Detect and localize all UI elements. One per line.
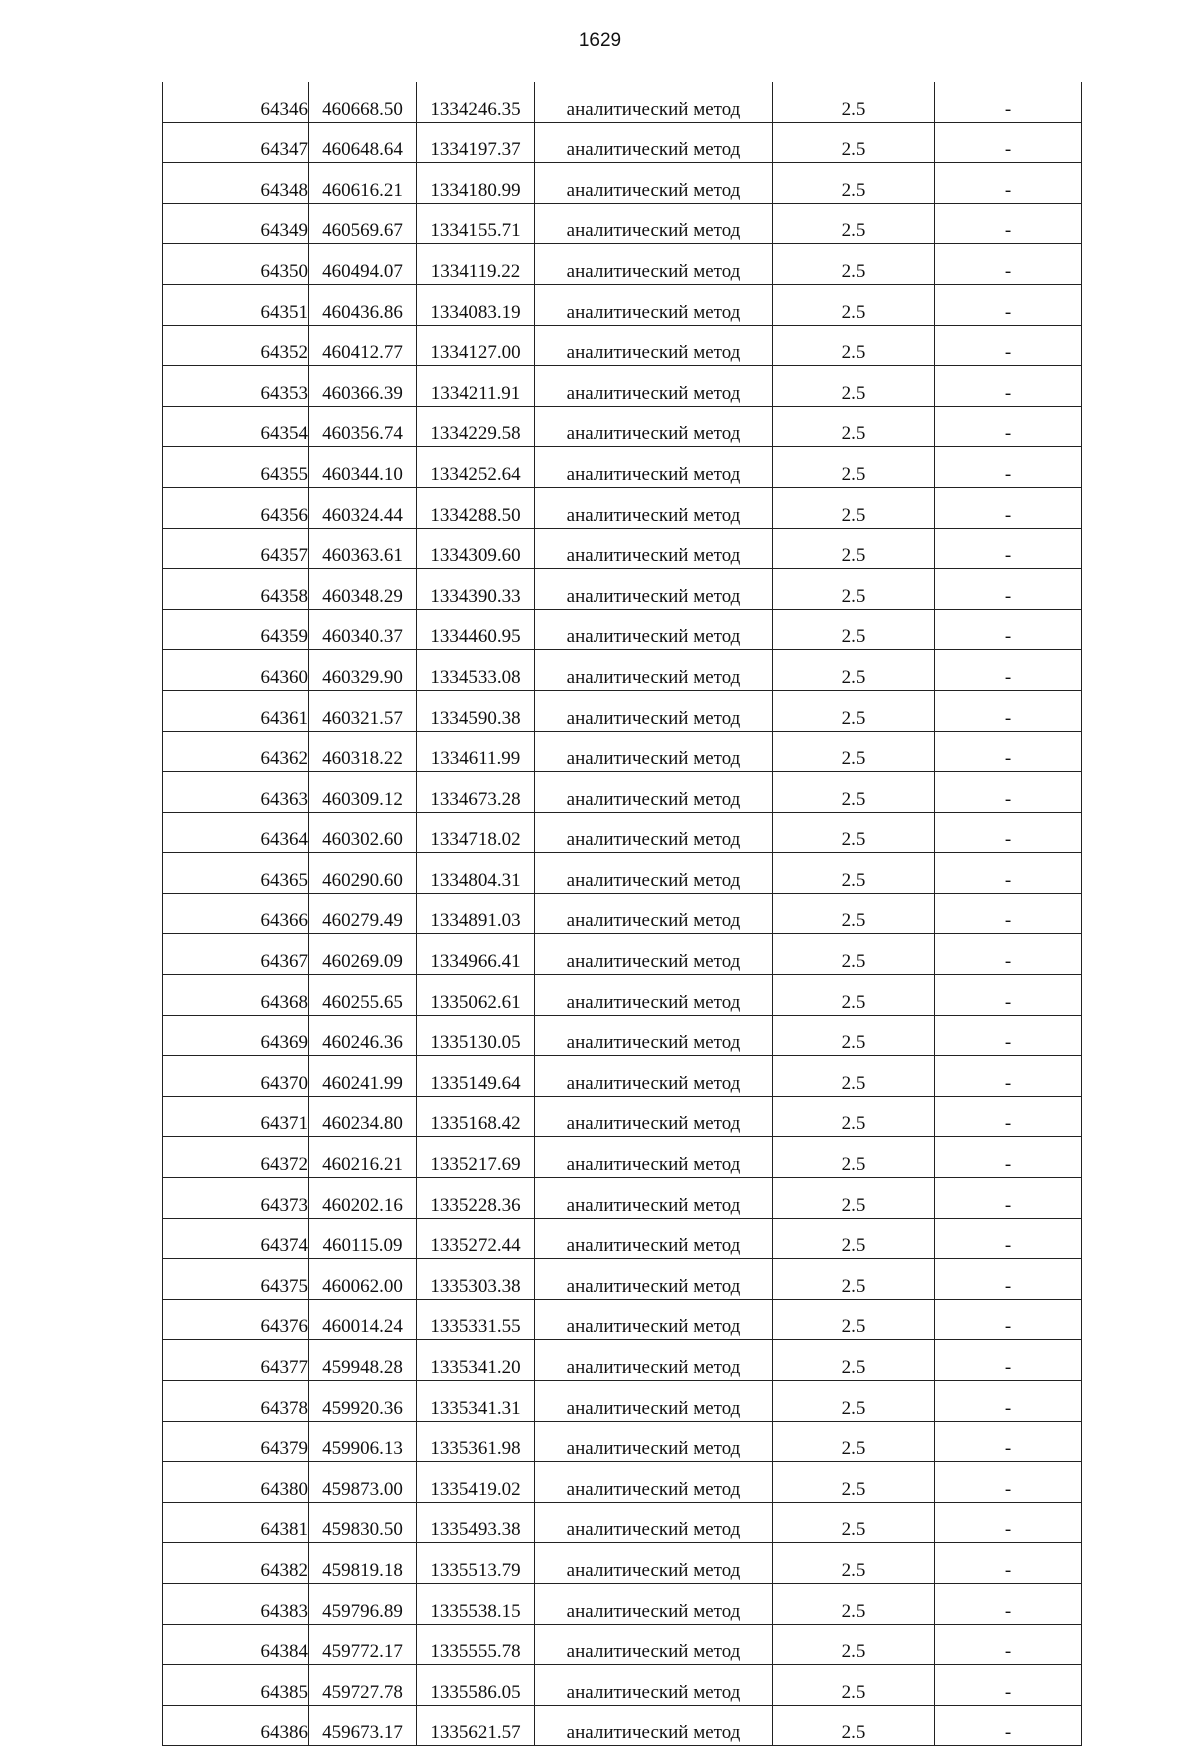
y-coordinate-cell: 1335341.20	[417, 1340, 535, 1381]
point-number-cell: 64352	[163, 325, 309, 366]
accuracy-cell: 2.5	[773, 609, 935, 650]
accuracy-cell: 2.5	[773, 1137, 935, 1178]
note-cell: -	[935, 1705, 1082, 1746]
point-number-cell: 64360	[163, 650, 309, 691]
table-row	[163, 731, 1082, 772]
accuracy-cell: 2.5	[773, 487, 935, 528]
x-coordinate-cell: 460366.39	[309, 366, 417, 407]
accuracy-cell: 2.5	[773, 1218, 935, 1259]
point-number-cell: 64351	[163, 284, 309, 325]
accuracy-cell: 2.5	[773, 1056, 935, 1097]
accuracy-cell: 2.5	[773, 122, 935, 163]
y-coordinate-cell: 1334211.91	[417, 366, 535, 407]
y-coordinate-cell: 1334252.64	[417, 447, 535, 488]
table-row	[163, 1665, 1082, 1706]
note-cell: -	[935, 1340, 1082, 1381]
x-coordinate-cell: 459673.17	[309, 1705, 417, 1746]
x-coordinate-cell: 460569.67	[309, 203, 417, 244]
y-coordinate-cell: 1335130.05	[417, 1015, 535, 1056]
table-row	[163, 487, 1082, 528]
table-row	[163, 690, 1082, 731]
point-number-cell: 64376	[163, 1299, 309, 1340]
x-coordinate-cell: 460324.44	[309, 487, 417, 528]
method-cell: аналитический метод	[535, 203, 773, 244]
table-row	[163, 1583, 1082, 1624]
table-row	[163, 244, 1082, 285]
note-cell: -	[935, 406, 1082, 447]
accuracy-cell: 2.5	[773, 650, 935, 691]
accuracy-cell: 2.5	[773, 1502, 935, 1543]
x-coordinate-cell: 459906.13	[309, 1421, 417, 1462]
note-cell: -	[935, 1624, 1082, 1665]
table-row	[163, 893, 1082, 934]
table-row	[163, 1543, 1082, 1584]
point-number-cell: 64353	[163, 366, 309, 407]
table-row	[163, 1705, 1082, 1746]
y-coordinate-cell: 1334288.50	[417, 487, 535, 528]
point-number-cell: 64378	[163, 1381, 309, 1422]
point-number-cell: 64354	[163, 406, 309, 447]
point-number-cell: 64385	[163, 1665, 309, 1706]
y-coordinate-cell: 1335513.79	[417, 1543, 535, 1584]
x-coordinate-cell: 460318.22	[309, 731, 417, 772]
table-row	[163, 609, 1082, 650]
point-number-cell: 64373	[163, 1178, 309, 1219]
x-coordinate-cell: 460234.80	[309, 1096, 417, 1137]
note-cell: -	[935, 1015, 1082, 1056]
x-coordinate-cell: 460062.00	[309, 1259, 417, 1300]
y-coordinate-cell: 1335586.05	[417, 1665, 535, 1706]
accuracy-cell: 2.5	[773, 1665, 935, 1706]
x-coordinate-cell: 459796.89	[309, 1583, 417, 1624]
point-number-cell: 64356	[163, 487, 309, 528]
method-cell: аналитический метод	[535, 1705, 773, 1746]
accuracy-cell: 2.5	[773, 1705, 935, 1746]
note-cell: -	[935, 893, 1082, 934]
table-row	[163, 1624, 1082, 1665]
table-row	[163, 1015, 1082, 1056]
note-cell: -	[935, 1665, 1082, 1706]
point-number-cell: 64347	[163, 122, 309, 163]
table-row	[163, 1502, 1082, 1543]
note-cell: -	[935, 284, 1082, 325]
note-cell: -	[935, 1543, 1082, 1584]
y-coordinate-cell: 1334891.03	[417, 893, 535, 934]
y-coordinate-cell: 1334390.33	[417, 569, 535, 610]
accuracy-cell: 2.5	[773, 1259, 935, 1300]
x-coordinate-cell: 460321.57	[309, 690, 417, 731]
method-cell: аналитический метод	[535, 1218, 773, 1259]
x-coordinate-cell: 460216.21	[309, 1137, 417, 1178]
note-cell: -	[935, 1056, 1082, 1097]
point-number-cell: 64384	[163, 1624, 309, 1665]
y-coordinate-cell: 1335272.44	[417, 1218, 535, 1259]
table-row	[163, 569, 1082, 610]
x-coordinate-cell: 460616.21	[309, 163, 417, 204]
table-row	[163, 1218, 1082, 1259]
table-row	[163, 82, 1082, 122]
accuracy-cell: 2.5	[773, 1340, 935, 1381]
table-row	[163, 163, 1082, 204]
note-cell: -	[935, 1462, 1082, 1503]
point-number-cell: 64358	[163, 569, 309, 610]
point-number-cell: 64383	[163, 1583, 309, 1624]
y-coordinate-cell: 1335228.36	[417, 1178, 535, 1219]
table-body	[163, 82, 1082, 1746]
method-cell: аналитический метод	[535, 447, 773, 488]
table-row	[163, 812, 1082, 853]
y-coordinate-cell: 1334229.58	[417, 406, 535, 447]
x-coordinate-cell: 460290.60	[309, 853, 417, 894]
accuracy-cell: 2.5	[773, 1178, 935, 1219]
method-cell: аналитический метод	[535, 284, 773, 325]
table-row	[163, 1137, 1082, 1178]
note-cell: -	[935, 812, 1082, 853]
y-coordinate-cell: 1334155.71	[417, 203, 535, 244]
method-cell: аналитический метод	[535, 163, 773, 204]
x-coordinate-cell: 460246.36	[309, 1015, 417, 1056]
x-coordinate-cell: 460363.61	[309, 528, 417, 569]
accuracy-cell: 2.5	[773, 325, 935, 366]
method-cell: аналитический метод	[535, 1502, 773, 1543]
note-cell: -	[935, 163, 1082, 204]
x-coordinate-cell: 460340.37	[309, 609, 417, 650]
x-coordinate-cell: 460309.12	[309, 772, 417, 813]
accuracy-cell: 2.5	[773, 163, 935, 204]
method-cell: аналитический метод	[535, 1381, 773, 1422]
point-number-cell: 64382	[163, 1543, 309, 1584]
note-cell: -	[935, 1218, 1082, 1259]
accuracy-cell: 2.5	[773, 772, 935, 813]
method-cell: аналитический метод	[535, 609, 773, 650]
note-cell: -	[935, 244, 1082, 285]
accuracy-cell: 2.5	[773, 690, 935, 731]
page-number: 1629	[578, 30, 622, 51]
y-coordinate-cell: 1334119.22	[417, 244, 535, 285]
point-number-cell: 64363	[163, 772, 309, 813]
table-row	[163, 1096, 1082, 1137]
table-row	[163, 406, 1082, 447]
point-number-cell: 64359	[163, 609, 309, 650]
note-cell: -	[935, 203, 1082, 244]
y-coordinate-cell: 1334180.99	[417, 163, 535, 204]
point-number-cell: 64366	[163, 893, 309, 934]
note-cell: -	[935, 366, 1082, 407]
accuracy-cell: 2.5	[773, 569, 935, 610]
note-cell: -	[935, 569, 1082, 610]
method-cell: аналитический метод	[535, 1543, 773, 1584]
table-row	[163, 1178, 1082, 1219]
note-cell: -	[935, 1096, 1082, 1137]
accuracy-cell: 2.5	[773, 1299, 935, 1340]
x-coordinate-cell: 460329.90	[309, 650, 417, 691]
note-cell: -	[935, 122, 1082, 163]
table-row	[163, 325, 1082, 366]
table-row	[163, 1299, 1082, 1340]
point-number-cell: 64348	[163, 163, 309, 204]
table-row	[163, 934, 1082, 975]
note-cell: -	[935, 934, 1082, 975]
method-cell: аналитический метод	[535, 406, 773, 447]
y-coordinate-cell: 1335168.42	[417, 1096, 535, 1137]
method-cell: аналитический метод	[535, 1665, 773, 1706]
method-cell: аналитический метод	[535, 690, 773, 731]
method-cell: аналитический метод	[535, 1624, 773, 1665]
table-row	[163, 772, 1082, 813]
note-cell: -	[935, 1259, 1082, 1300]
x-coordinate-cell: 460668.50	[309, 82, 417, 122]
x-coordinate-cell: 460279.49	[309, 893, 417, 934]
accuracy-cell: 2.5	[773, 1015, 935, 1056]
point-number-cell: 64386	[163, 1705, 309, 1746]
y-coordinate-cell: 1335149.64	[417, 1056, 535, 1097]
note-cell: -	[935, 690, 1082, 731]
y-coordinate-cell: 1334611.99	[417, 731, 535, 772]
table-row	[163, 1462, 1082, 1503]
point-number-cell: 64367	[163, 934, 309, 975]
y-coordinate-cell: 1335331.55	[417, 1299, 535, 1340]
point-number-cell: 64375	[163, 1259, 309, 1300]
x-coordinate-cell: 460436.86	[309, 284, 417, 325]
y-coordinate-cell: 1334309.60	[417, 528, 535, 569]
accuracy-cell: 2.5	[773, 893, 935, 934]
y-coordinate-cell: 1334083.19	[417, 284, 535, 325]
y-coordinate-cell: 1334127.00	[417, 325, 535, 366]
accuracy-cell: 2.5	[773, 1096, 935, 1137]
method-cell: аналитический метод	[535, 1096, 773, 1137]
accuracy-cell: 2.5	[773, 528, 935, 569]
point-number-cell: 64364	[163, 812, 309, 853]
note-cell: -	[935, 1178, 1082, 1219]
y-coordinate-cell: 1335493.38	[417, 1502, 535, 1543]
point-number-cell: 64357	[163, 528, 309, 569]
coordinates-table	[162, 82, 1082, 1746]
y-coordinate-cell: 1335217.69	[417, 1137, 535, 1178]
method-cell: аналитический метод	[535, 731, 773, 772]
point-number-cell: 64379	[163, 1421, 309, 1462]
y-coordinate-cell: 1335303.38	[417, 1259, 535, 1300]
accuracy-cell: 2.5	[773, 731, 935, 772]
y-coordinate-cell: 1335341.31	[417, 1381, 535, 1422]
method-cell: аналитический метод	[535, 772, 773, 813]
x-coordinate-cell: 460241.99	[309, 1056, 417, 1097]
table-row	[163, 975, 1082, 1016]
accuracy-cell: 2.5	[773, 853, 935, 894]
accuracy-cell: 2.5	[773, 1381, 935, 1422]
x-coordinate-cell: 460014.24	[309, 1299, 417, 1340]
y-coordinate-cell: 1334460.95	[417, 609, 535, 650]
y-coordinate-cell: 1335555.78	[417, 1624, 535, 1665]
accuracy-cell: 2.5	[773, 1462, 935, 1503]
note-cell: -	[935, 853, 1082, 894]
point-number-cell: 64355	[163, 447, 309, 488]
method-cell: аналитический метод	[535, 325, 773, 366]
point-number-cell: 64368	[163, 975, 309, 1016]
method-cell: аналитический метод	[535, 893, 773, 934]
method-cell: аналитический метод	[535, 1259, 773, 1300]
note-cell: -	[935, 731, 1082, 772]
table-row	[163, 528, 1082, 569]
accuracy-cell: 2.5	[773, 406, 935, 447]
x-coordinate-cell: 460412.77	[309, 325, 417, 366]
table-row	[163, 1381, 1082, 1422]
table-row	[163, 203, 1082, 244]
point-number-cell: 64369	[163, 1015, 309, 1056]
point-number-cell: 64349	[163, 203, 309, 244]
note-cell: -	[935, 772, 1082, 813]
note-cell: -	[935, 447, 1082, 488]
method-cell: аналитический метод	[535, 812, 773, 853]
method-cell: аналитический метод	[535, 122, 773, 163]
y-coordinate-cell: 1334966.41	[417, 934, 535, 975]
x-coordinate-cell: 460344.10	[309, 447, 417, 488]
note-cell: -	[935, 82, 1082, 122]
accuracy-cell: 2.5	[773, 975, 935, 1016]
point-number-cell: 64381	[163, 1502, 309, 1543]
x-coordinate-cell: 460494.07	[309, 244, 417, 285]
x-coordinate-cell: 460269.09	[309, 934, 417, 975]
x-coordinate-cell: 459830.50	[309, 1502, 417, 1543]
accuracy-cell: 2.5	[773, 366, 935, 407]
note-cell: -	[935, 528, 1082, 569]
method-cell: аналитический метод	[535, 1462, 773, 1503]
accuracy-cell: 2.5	[773, 244, 935, 285]
method-cell: аналитический метод	[535, 1015, 773, 1056]
accuracy-cell: 2.5	[773, 82, 935, 122]
accuracy-cell: 2.5	[773, 1583, 935, 1624]
accuracy-cell: 2.5	[773, 934, 935, 975]
x-coordinate-cell: 460115.09	[309, 1218, 417, 1259]
point-number-cell: 64377	[163, 1340, 309, 1381]
x-coordinate-cell: 460648.64	[309, 122, 417, 163]
y-coordinate-cell: 1334590.38	[417, 690, 535, 731]
method-cell: аналитический метод	[535, 487, 773, 528]
accuracy-cell: 2.5	[773, 447, 935, 488]
method-cell: аналитический метод	[535, 1137, 773, 1178]
table-row	[163, 1056, 1082, 1097]
note-cell: -	[935, 1137, 1082, 1178]
y-coordinate-cell: 1335419.02	[417, 1462, 535, 1503]
accuracy-cell: 2.5	[773, 284, 935, 325]
method-cell: аналитический метод	[535, 1299, 773, 1340]
note-cell: -	[935, 1502, 1082, 1543]
y-coordinate-cell: 1334533.08	[417, 650, 535, 691]
note-cell: -	[935, 1583, 1082, 1624]
method-cell: аналитический метод	[535, 975, 773, 1016]
point-number-cell: 64372	[163, 1137, 309, 1178]
table-row	[163, 1340, 1082, 1381]
method-cell: аналитический метод	[535, 1583, 773, 1624]
method-cell: аналитический метод	[535, 82, 773, 122]
method-cell: аналитический метод	[535, 1056, 773, 1097]
method-cell: аналитический метод	[535, 366, 773, 407]
point-number-cell: 64346	[163, 82, 309, 122]
table-row	[163, 447, 1082, 488]
x-coordinate-cell: 459873.00	[309, 1462, 417, 1503]
method-cell: аналитический метод	[535, 934, 773, 975]
method-cell: аналитический метод	[535, 1340, 773, 1381]
x-coordinate-cell: 460356.74	[309, 406, 417, 447]
table-row	[163, 122, 1082, 163]
point-number-cell: 64374	[163, 1218, 309, 1259]
accuracy-cell: 2.5	[773, 1624, 935, 1665]
point-number-cell: 64350	[163, 244, 309, 285]
point-number-cell: 64371	[163, 1096, 309, 1137]
note-cell: -	[935, 487, 1082, 528]
y-coordinate-cell: 1335361.98	[417, 1421, 535, 1462]
table-row	[163, 650, 1082, 691]
table-row	[163, 853, 1082, 894]
note-cell: -	[935, 1421, 1082, 1462]
table-row	[163, 1259, 1082, 1300]
y-coordinate-cell: 1334673.28	[417, 772, 535, 813]
point-number-cell: 64362	[163, 731, 309, 772]
x-coordinate-cell: 460202.16	[309, 1178, 417, 1219]
y-coordinate-cell: 1334246.35	[417, 82, 535, 122]
y-coordinate-cell: 1334197.37	[417, 122, 535, 163]
y-coordinate-cell: 1334804.31	[417, 853, 535, 894]
method-cell: аналитический метод	[535, 569, 773, 610]
x-coordinate-cell: 460255.65	[309, 975, 417, 1016]
note-cell: -	[935, 609, 1082, 650]
y-coordinate-cell: 1335621.57	[417, 1705, 535, 1746]
method-cell: аналитический метод	[535, 1421, 773, 1462]
point-number-cell: 64361	[163, 690, 309, 731]
x-coordinate-cell: 459920.36	[309, 1381, 417, 1422]
point-number-cell: 64380	[163, 1462, 309, 1503]
table-row	[163, 1421, 1082, 1462]
y-coordinate-cell: 1335538.15	[417, 1583, 535, 1624]
y-coordinate-cell: 1334718.02	[417, 812, 535, 853]
note-cell: -	[935, 325, 1082, 366]
note-cell: -	[935, 650, 1082, 691]
note-cell: -	[935, 1299, 1082, 1340]
method-cell: аналитический метод	[535, 528, 773, 569]
note-cell: -	[935, 1381, 1082, 1422]
accuracy-cell: 2.5	[773, 1543, 935, 1584]
x-coordinate-cell: 459727.78	[309, 1665, 417, 1706]
method-cell: аналитический метод	[535, 1178, 773, 1219]
x-coordinate-cell: 460348.29	[309, 569, 417, 610]
method-cell: аналитический метод	[535, 244, 773, 285]
x-coordinate-cell: 459819.18	[309, 1543, 417, 1584]
accuracy-cell: 2.5	[773, 1421, 935, 1462]
point-number-cell: 64370	[163, 1056, 309, 1097]
note-cell: -	[935, 975, 1082, 1016]
accuracy-cell: 2.5	[773, 812, 935, 853]
point-number-cell: 64365	[163, 853, 309, 894]
table-row	[163, 284, 1082, 325]
accuracy-cell: 2.5	[773, 203, 935, 244]
method-cell: аналитический метод	[535, 853, 773, 894]
y-coordinate-cell: 1335062.61	[417, 975, 535, 1016]
x-coordinate-cell: 459948.28	[309, 1340, 417, 1381]
x-coordinate-cell: 460302.60	[309, 812, 417, 853]
table-row	[163, 366, 1082, 407]
x-coordinate-cell: 459772.17	[309, 1624, 417, 1665]
method-cell: аналитический метод	[535, 650, 773, 691]
